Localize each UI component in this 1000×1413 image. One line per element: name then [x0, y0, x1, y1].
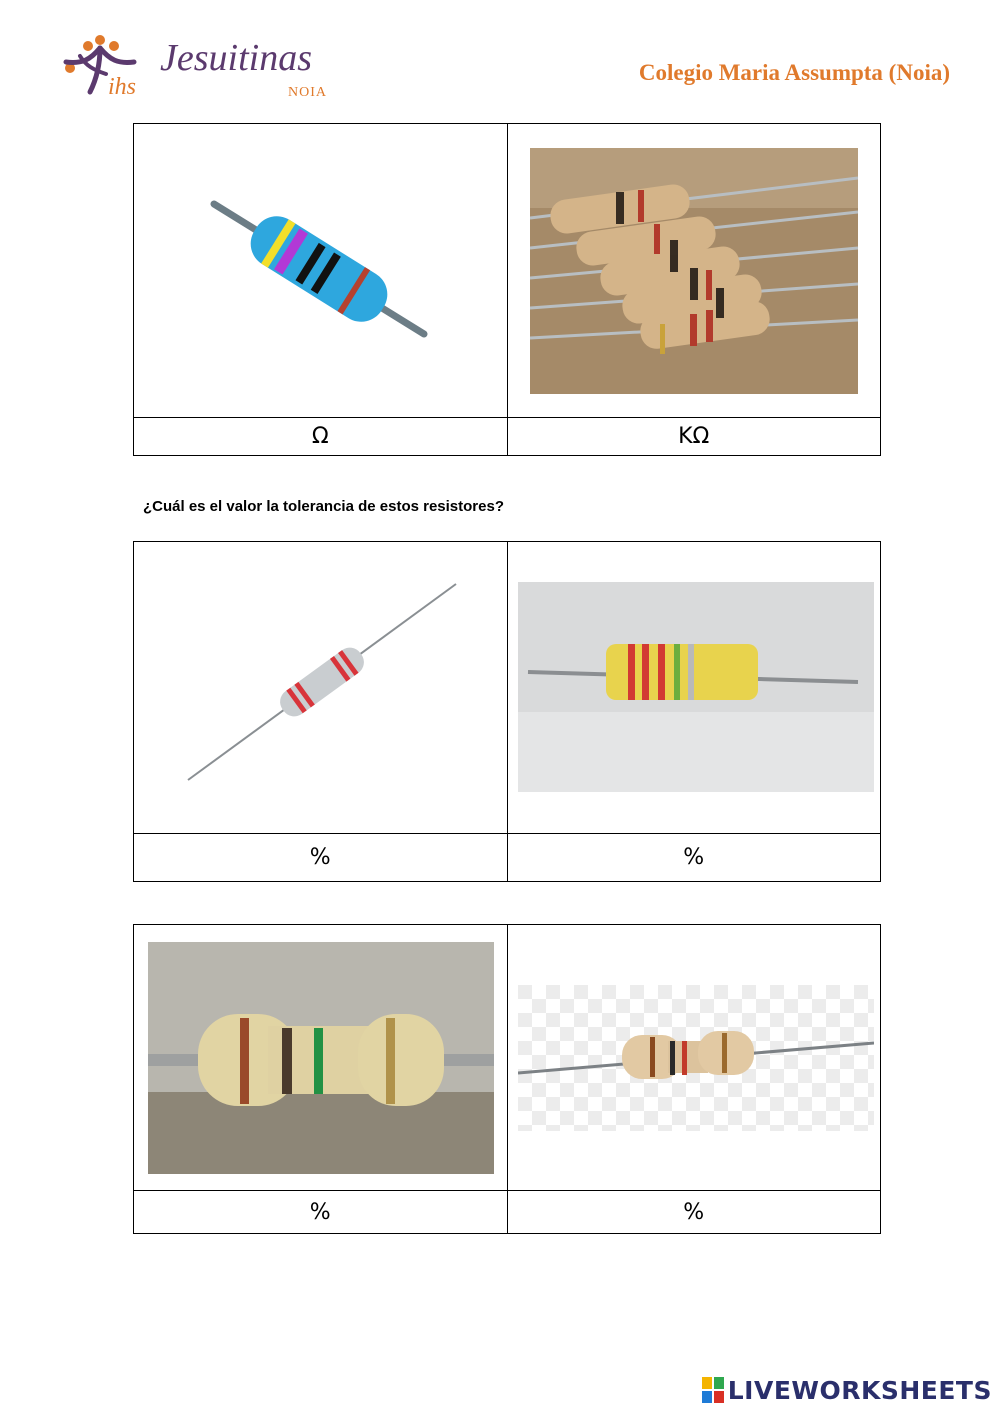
logo-wordmark: Jesuitinas — [160, 37, 312, 79]
resistor-image-cell-4 — [507, 542, 881, 834]
unit-label: KΩ — [678, 424, 710, 449]
answer-input[interactable] — [516, 838, 873, 877]
liveworksheets-grid-icon — [702, 1377, 724, 1403]
grey-resistor-photo — [184, 580, 464, 786]
unit-cell-ohm — [134, 418, 508, 456]
resistor-image-cell-3 — [134, 542, 508, 834]
unit-cell-percent — [134, 834, 508, 882]
unit-label: % — [683, 845, 705, 870]
resistor-image-cell-1 — [134, 124, 508, 418]
beige-resistor-transparent-photo — [518, 985, 874, 1131]
tolerance-table-2 — [133, 924, 881, 1234]
answer-input[interactable] — [516, 422, 873, 451]
beige-resistors-group-photo — [530, 148, 858, 394]
school-name: Colegio Maria Assumpta (Noia) — [638, 60, 950, 85]
answer-input[interactable] — [142, 422, 499, 451]
unit-cell-kohm — [507, 418, 881, 456]
school-logo — [60, 26, 340, 102]
blue-resistor-photo — [204, 184, 434, 344]
unit-cell-percent — [507, 1191, 881, 1234]
resistor-image-cell-2 — [507, 124, 881, 418]
resistor-image-cell-6 — [507, 925, 881, 1191]
answer-input[interactable] — [516, 1195, 873, 1229]
unit-label: Ω — [311, 424, 329, 449]
resistor-image-cell-5 — [134, 925, 508, 1191]
tolerance-table-1 — [133, 541, 881, 882]
unit-label: % — [683, 1199, 705, 1225]
question-text: ¿Cuál es el valor la tolerancia de estos resistores? — [143, 498, 504, 515]
resistor-value-table — [133, 123, 881, 456]
svg-text:ihs: ihs — [108, 74, 137, 100]
unit-cell-percent — [134, 1191, 508, 1234]
unit-cell-percent — [507, 834, 881, 882]
yellow-resistor-photo — [518, 582, 874, 792]
answer-input[interactable] — [142, 838, 499, 877]
unit-label: % — [309, 1199, 331, 1225]
brand-text: LIVEWORKSHEETS — [727, 1375, 992, 1405]
logo-subtext: NOIA — [288, 85, 327, 100]
unit-label: % — [309, 845, 331, 870]
answer-input[interactable] — [142, 1195, 499, 1229]
liveworksheets-brand — [702, 1375, 992, 1405]
cream-resistor-closeup-photo — [148, 942, 494, 1174]
